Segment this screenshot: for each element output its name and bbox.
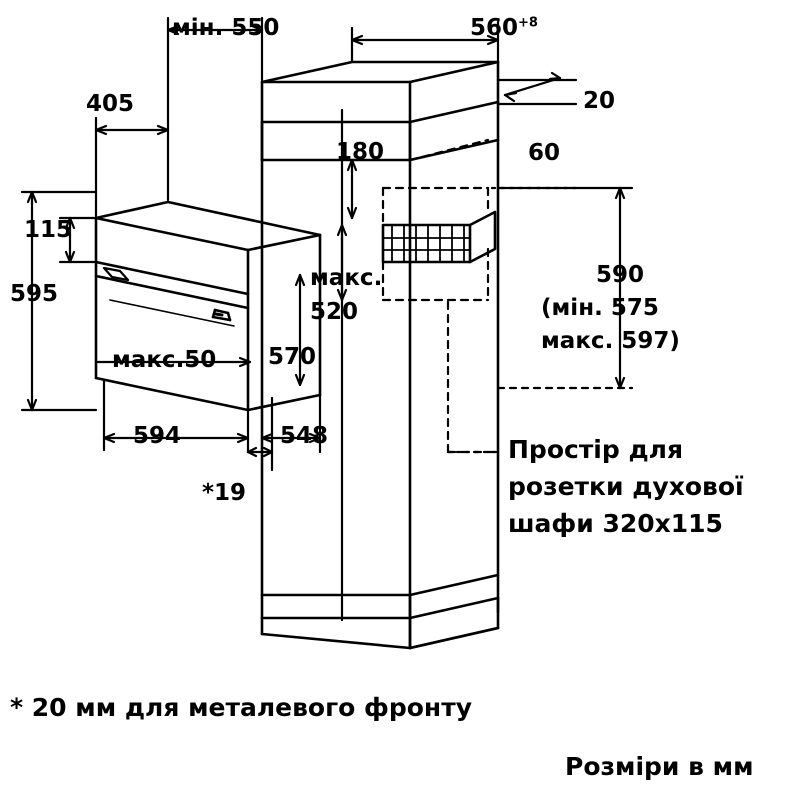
dim-maks-label: макс.: [310, 265, 383, 291]
dim-min-575: (мін. 575: [541, 295, 659, 321]
dim-548: 548: [280, 423, 329, 449]
footnote-metal-front: * 20 мм для металевого фронту: [10, 693, 472, 722]
dim-115: 115: [24, 217, 73, 243]
dim-180: 180: [336, 139, 385, 165]
socket-note-line-3: шафи 320x115: [508, 509, 723, 538]
dim-min-550: мін. 550: [172, 15, 280, 41]
units-note: Розміри в мм: [565, 752, 754, 781]
dim-star-19: *19: [202, 480, 247, 506]
dim-560: $560^{+8}$: [470, 15, 538, 41]
dim-594: 594: [133, 423, 182, 449]
dim-520: 520: [310, 299, 359, 325]
dim-590: 590: [596, 262, 645, 288]
dim-maks-50: макс.50: [112, 347, 217, 373]
dim-405: 405: [86, 91, 135, 117]
dim-60: 60: [528, 140, 561, 166]
dim-maks-597: макс. 597): [541, 328, 680, 354]
dim-20: 20: [583, 88, 616, 114]
socket-note-line-1: Простір для: [508, 435, 684, 464]
socket-note-line-2: розетки духової: [508, 472, 744, 501]
dim-595: 595: [10, 281, 59, 307]
dim-570: 570: [268, 344, 317, 370]
